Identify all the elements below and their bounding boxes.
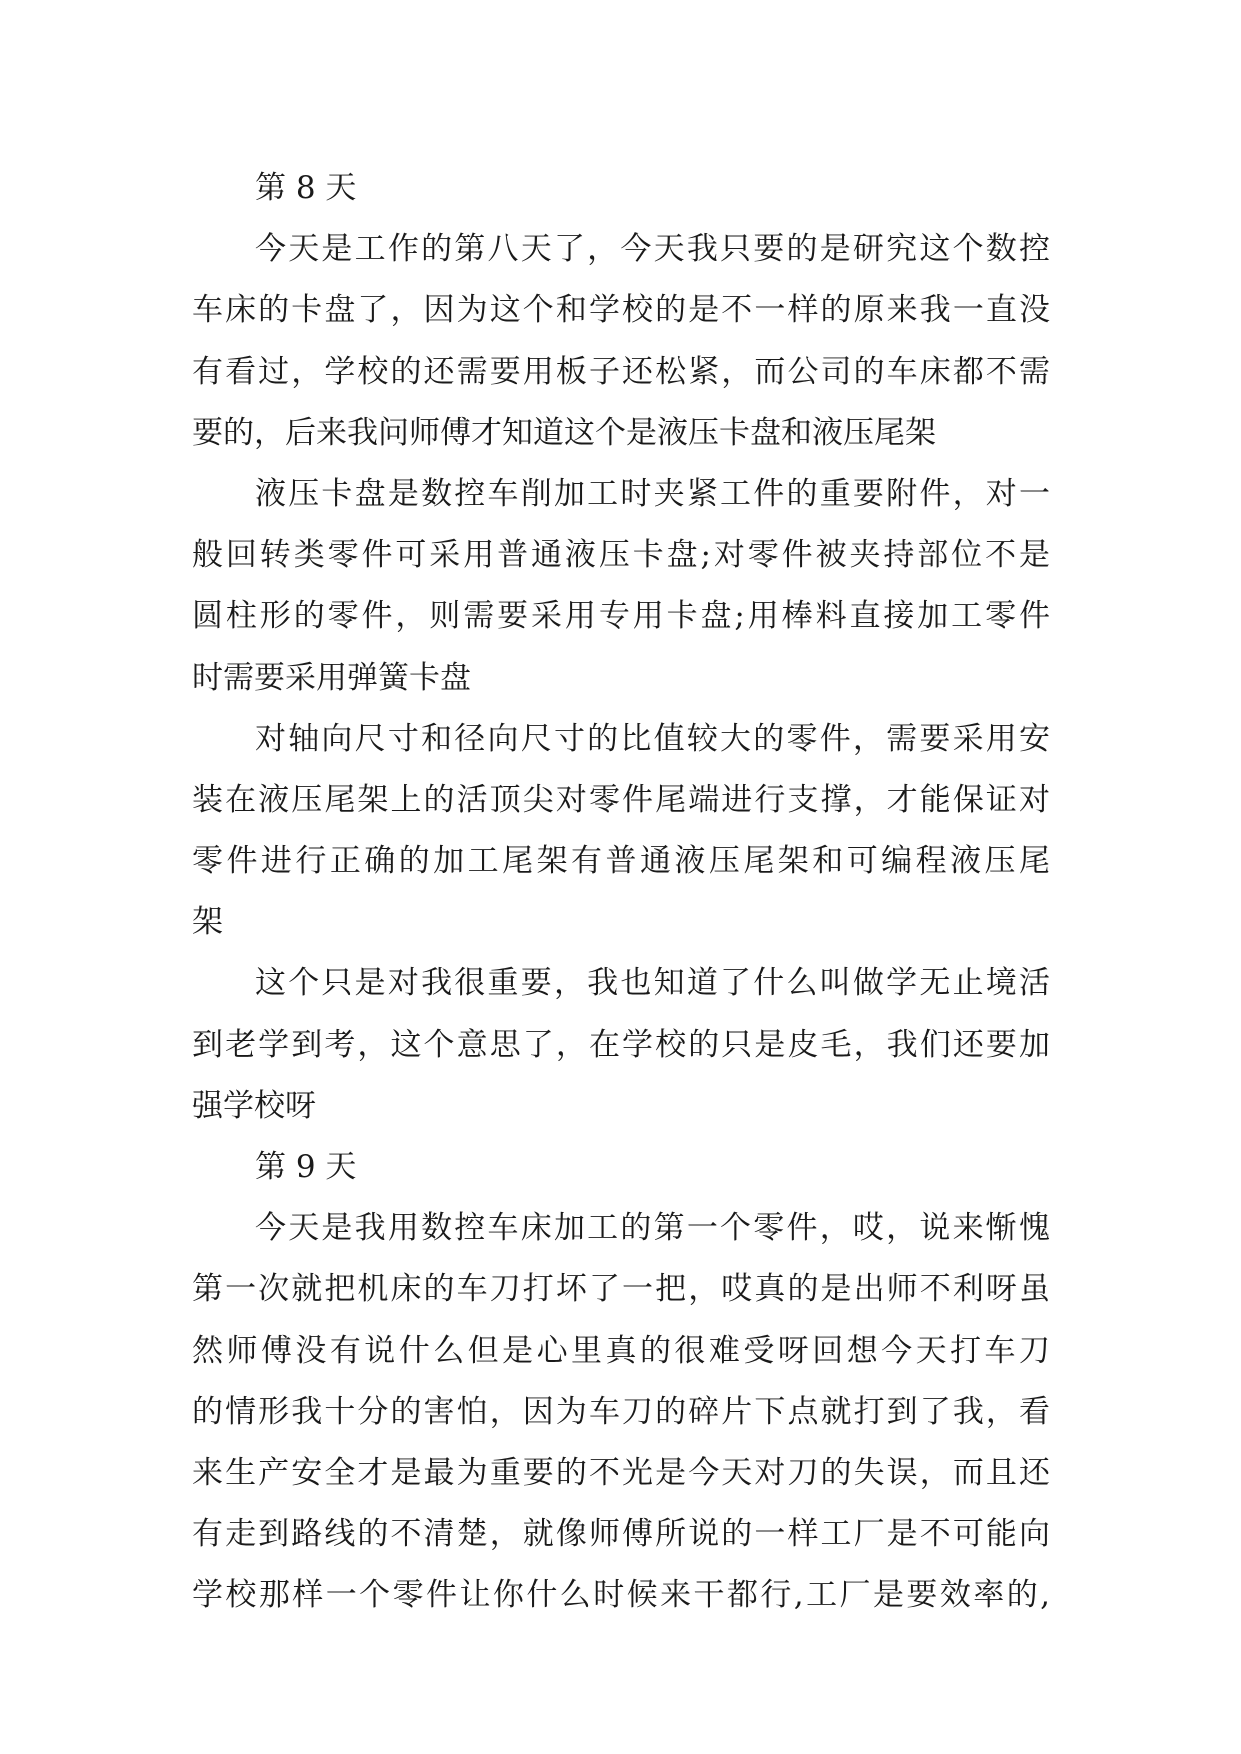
paragraph-line: 架 (192, 904, 223, 941)
paragraph-line: 今天是我用数控车床加工的第一个零件，哎，说来惭愧 (255, 1210, 1050, 1247)
document-body (192, 158, 1050, 1627)
paragraph-line: 有走到路线的不清楚，就像师傅所说的一样工厂是不可能向 (192, 1516, 1050, 1553)
paragraph-line: 车床的卡盘了，因为这个和学校的是不一样的原来我一直没 (192, 292, 1050, 329)
paragraph-line: 然师傅没有说什么但是心里真的很难受呀回想今天打车刀 (192, 1332, 1050, 1369)
paragraph-line: 时需要采用弹簧卡盘 (192, 659, 471, 696)
paragraph-line: 学校那样一个零件让你什么时候来干都行,工厂是要效率的, (192, 1577, 1050, 1614)
day-heading: 第 8 天 (255, 170, 357, 206)
day-heading: 第 9 天 (255, 1149, 357, 1185)
paragraph-line: 液压卡盘是数控车削加工时夹紧工件的重要附件，对一 (255, 475, 1050, 512)
paragraph-line: 对轴向尺寸和径向尺寸的比值较大的零件，需要采用安 (255, 720, 1050, 757)
paragraph-line: 圆柱形的零件，则需要采用专用卡盘;用棒料直接加工零件 (192, 598, 1050, 635)
paragraph-line: 有看过，学校的还需要用板子还松紧，而公司的车床都不需 (192, 353, 1050, 390)
paragraph-line: 要的，后来我问师傅才知道这个是液压卡盘和液压尾架 (192, 414, 936, 451)
paragraph-line: 般回转类零件可采用普通液压卡盘;对零件被夹持部位不是 (192, 537, 1050, 574)
paragraph-line: 到老学到考，这个意思了，在学校的只是皮毛，我们还要加 (192, 1026, 1050, 1063)
paragraph-line: 的情形我十分的害怕，因为车刀的碎片下点就打到了我，看 (192, 1393, 1050, 1430)
paragraph-line: 这个只是对我很重要，我也知道了什么叫做学无止境活 (255, 965, 1050, 1002)
paragraph-line: 来生产安全才是最为重要的不光是今天对刀的失误，而且还 (192, 1454, 1050, 1491)
paragraph-line: 强学校呀 (192, 1087, 316, 1124)
paragraph-line: 装在液压尾架上的活顶尖对零件尾端进行支撑，才能保证对 (192, 781, 1050, 818)
paragraph-line: 零件进行正确的加工尾架有普通液压尾架和可编程液压尾 (192, 843, 1050, 880)
paragraph-line: 第一次就把机床的车刀打坏了一把，哎真的是出师不利呀虽 (192, 1271, 1050, 1308)
paragraph-line: 今天是工作的第八天了，今天我只要的是研究这个数控 (255, 231, 1050, 268)
